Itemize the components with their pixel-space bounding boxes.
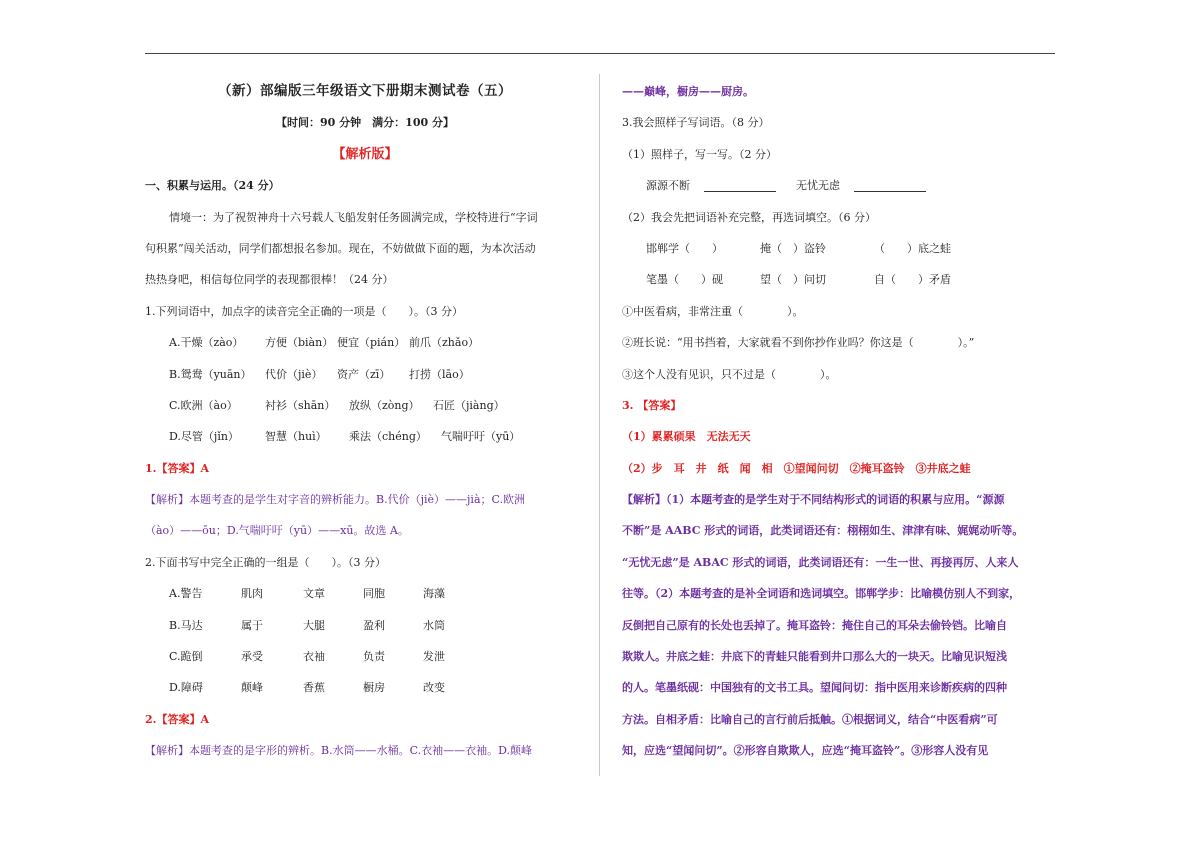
- option-item: 乘法（chéng）: [349, 430, 427, 444]
- option-item: 放纵（zòng）: [349, 398, 420, 412]
- question-1-analysis: （ào）——ōu；D.气喘吁吁（yū）——xū。故选 A。: [145, 524, 409, 538]
- left-column: [145, 76, 585, 767]
- fill-sentence: ②班长说：“用书挡着，大家就看不到你抄作业吗？你这是（ ）。”: [622, 336, 975, 350]
- question-1-analysis: 【解析】本题考查的是学生对字音的辨析能力。B.代价（jiè）——jià；C.欧洲: [145, 493, 526, 507]
- question-3-analysis: 反倒把自己原有的长处也丢掉了。掩耳盗铃：掩住自己的耳朵去偷铃铛。比喻自: [622, 618, 1007, 632]
- question-1-option-a: [145, 327, 585, 358]
- top-rule: [145, 53, 1055, 54]
- option-item: 肌肉: [241, 587, 263, 601]
- column-divider: [599, 74, 600, 776]
- question-2-option-d: [145, 672, 585, 703]
- option-item: 水筒: [423, 618, 445, 632]
- fill-row-1: [622, 233, 1054, 264]
- option-item: 海藻: [423, 587, 445, 601]
- option-item: B.马达: [169, 618, 203, 632]
- question-1-option-c: [145, 390, 585, 421]
- option-item: 盈利: [363, 618, 385, 632]
- fill-row-2: [622, 264, 1054, 295]
- option-item: 便宜（pián）: [337, 336, 406, 350]
- question-3-analysis: 欺欺人。井底之蛙：井底下的青蛙只能看到井口那么大的一块天。比喻见识短浅: [622, 650, 1007, 664]
- fill-item: （ ）底之蛙: [874, 241, 951, 255]
- option-item: C.欧洲（ào）: [169, 398, 238, 412]
- option-item: A.警告: [169, 587, 203, 601]
- question-3-sub1: （1）照样子，写一写。（2 分）: [622, 147, 777, 161]
- option-item: 代价（jiè）: [265, 367, 323, 381]
- option-item: 衬衫（shān）: [265, 398, 336, 412]
- option-item: 方便（biàn）: [265, 336, 334, 350]
- context-line: 情境一：为了祝贺神舟十六号载人飞船发射任务圆满完成，学校特进行“字词: [169, 210, 538, 224]
- option-item: 属于: [241, 618, 263, 632]
- option-item: 石匠（jiàng）: [433, 398, 505, 412]
- question-2-stem: 2.下面书写中完全正确的一组是（ ）。（3 分）: [145, 555, 386, 569]
- option-item: 气喘吁吁（yū）: [441, 430, 521, 444]
- option-item: 大腿: [303, 618, 325, 632]
- option-item: 橱房: [363, 681, 385, 695]
- question-3-answer-part-1: （1）累累硕果 无法无天: [622, 430, 751, 444]
- question-3-analysis: 知，应选“望闻问切”。②形容自欺欺人，应选“掩耳盗铃”。③形容人没有见: [622, 744, 989, 758]
- option-item: 文章: [303, 587, 325, 601]
- fill-sentence: ③这个人没有见识，只不过是（ ）。: [622, 367, 837, 381]
- answer-blank: [704, 179, 776, 192]
- question-2-option-a: [145, 578, 585, 609]
- question-3-analysis: 的人。笔墨纸砚：中国独有的文书工具。望闻问切：指中医用来诊断疾病的四种: [622, 681, 1007, 695]
- option-item: 负责: [363, 650, 385, 664]
- analysis-continuation: ——巅峰，橱房——厨房。: [622, 85, 754, 98]
- exam-meta: 【时间：90 分钟 满分：100 分】: [276, 116, 454, 130]
- question-2-option-c: [145, 641, 585, 672]
- question-3-sub2: （2）我会先把词语补充完整，再选词填空。（6 分）: [622, 210, 876, 224]
- context-line: 句积累”闯关活动，同学们都想报名参加。现在，不妨做做下面的题，为本次活动: [145, 241, 536, 255]
- example-word: 无忧无虑: [796, 179, 840, 193]
- page-title: （新）部编版三年级语文下册期末测试卷（五）: [218, 83, 512, 99]
- answer-version-badge: 【解析版】: [332, 146, 398, 162]
- question-1-answer: 1.【答案】A: [145, 461, 210, 475]
- option-item: 打捞（lāo）: [409, 367, 470, 381]
- option-item: D.障碍: [169, 681, 203, 695]
- option-item: 改变: [423, 681, 445, 695]
- question-3-analysis: 方法。自相矛盾：比喻自己的言行前后抵触。①根据词义，结合“中医看病”可: [622, 712, 998, 726]
- right-column: [622, 76, 1054, 767]
- question-3-analysis: “无忧无虑”是 ABAC 形式的词语，此类词语还有：一生一世、再接再厉、人来人: [622, 555, 1019, 569]
- fill-item: 自（ ）矛盾: [874, 273, 951, 287]
- fill-item: 望（ ）问切: [760, 273, 826, 287]
- question-1-option-b: [145, 359, 585, 390]
- option-item: C.跪倒: [169, 650, 203, 664]
- question-3-stem: 3.我会照样子写词语。（8 分）: [622, 116, 770, 130]
- option-item: 前爪（zhǎo）: [409, 336, 480, 350]
- option-item: D.尽管（jǐn）: [169, 430, 239, 444]
- option-item: B.鸳鸯（yuān）: [169, 367, 252, 381]
- option-item: 资产（zī）: [337, 367, 391, 381]
- fill-item: 掩（ ）盗铃: [760, 241, 826, 255]
- question-1-option-d: [145, 421, 585, 452]
- context-line: 热热身吧，相信每位同学的表现都很棒！（24 分）: [145, 273, 394, 287]
- option-item: 智慧（huì）: [265, 430, 327, 444]
- option-item: 同胞: [363, 587, 385, 601]
- question-2-analysis: 【解析】本题考查的是字形的辨析。B.水筒——水桶。C.衣袖——衣袖。D.颠峰: [145, 744, 533, 758]
- option-item: 香蕉: [303, 681, 325, 695]
- fill-item: 笔墨（ ）砚: [646, 273, 723, 287]
- question-2-option-b: [145, 610, 585, 641]
- option-item: A.干燥（zào）: [169, 336, 244, 350]
- question-3-answer: 3. 【答案】: [622, 398, 682, 412]
- fill-sentence: ①中医看病，非常注重（ ）。: [622, 304, 804, 318]
- question-3-analysis: 往等。（2）本题考查的是补全词语和选词填空。邯郸学步：比喻模仿别人不到家，: [622, 587, 1021, 601]
- question-3-analysis: 不断”是 AABC 形式的词语，此类词语还有：栩栩如生、津津有味、娓娓动听等。: [622, 524, 1024, 538]
- question-2-answer: 2.【答案】A: [145, 712, 210, 726]
- fill-item: 邯郸学（ ）: [646, 241, 723, 255]
- answer-blank: [854, 179, 926, 192]
- question-3-answer-part-2: （2）步 耳 井 纸 闻 相 ①望闻问切 ②掩耳盗铃 ③井底之蛙: [622, 461, 971, 475]
- example-word: 源源不断: [646, 179, 690, 193]
- question-1-stem: 1.下列词语中，加点字的读音完全正确的一项是（ ）。（3 分）: [145, 304, 463, 318]
- section-heading: 一、积累与运用。（24 分）: [145, 179, 280, 193]
- option-item: 衣袖: [303, 650, 325, 664]
- option-item: 颠峰: [241, 681, 263, 695]
- question-3-analysis: 【解析】（1）本题考查的是学生对于不同结构形式的词语的积累与应用。“源源: [622, 493, 1005, 507]
- question-3-example-row: [622, 170, 1054, 201]
- option-item: 承受: [241, 650, 263, 664]
- option-item: 发泄: [423, 650, 445, 664]
